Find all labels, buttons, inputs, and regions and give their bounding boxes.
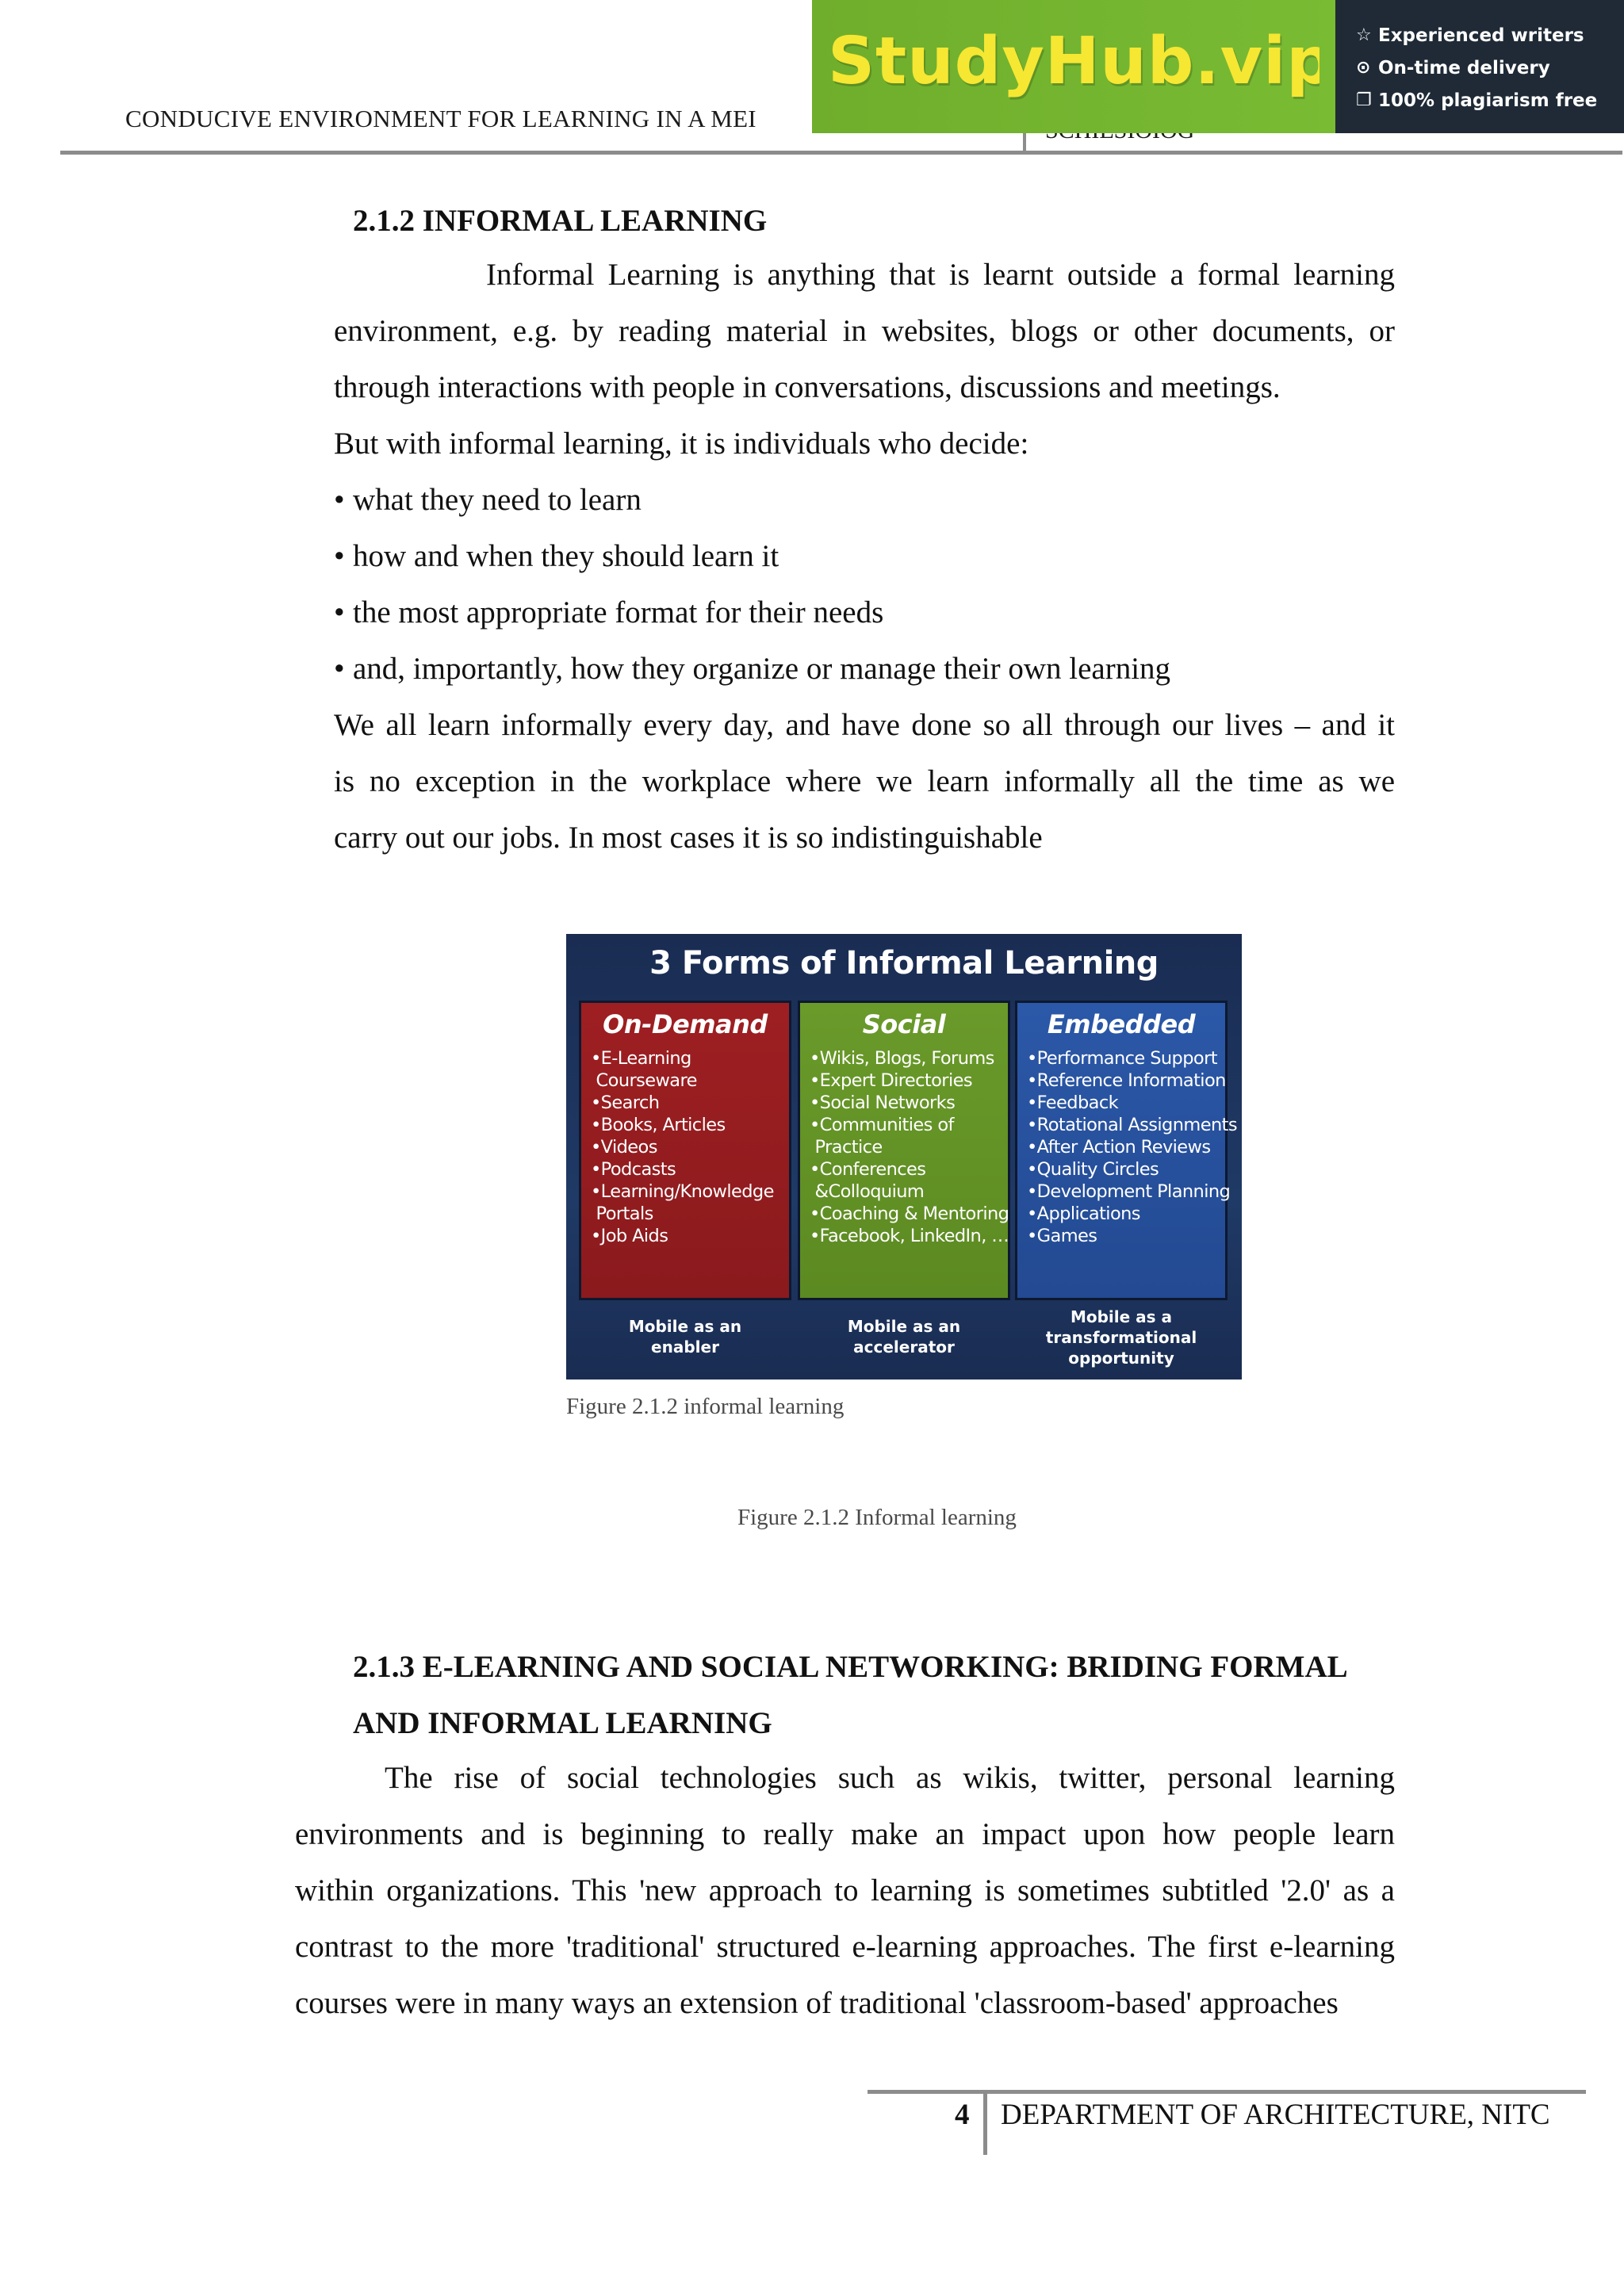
figure-footer-line: transformational xyxy=(1045,1328,1197,1347)
running-header-title: CONDUCIVE ENVIRONMENT FOR LEARNING IN A MEI xyxy=(125,105,756,132)
footer-rule xyxy=(868,2090,1586,2094)
figure-item: •E-Learning xyxy=(591,1048,691,1069)
figure-footer-embedded xyxy=(1015,1307,1228,1368)
figure-item: •Learning/Knowledge xyxy=(591,1181,774,1202)
figure-column-items xyxy=(581,1047,789,1247)
ad-logo-panel xyxy=(812,0,1335,133)
copy-icon: ❐ xyxy=(1356,90,1372,110)
bullet-glyph: • xyxy=(334,539,345,573)
bullet-text: the most appropriate format for their needs xyxy=(353,595,884,629)
figure-item: •Games xyxy=(1027,1226,1097,1246)
bullet-glyph: • xyxy=(334,652,345,686)
figure-item: &Colloquium xyxy=(810,1181,925,1202)
figure-item: •Job Aids xyxy=(591,1226,668,1246)
figure-caption-centered: Figure 2.1.2 Informal learning xyxy=(737,1505,1017,1530)
paragraph-line: We all learn informally every day, and have done so all through our lives – and it xyxy=(334,708,1395,742)
figure-column-items xyxy=(1017,1047,1237,1247)
clock-icon: ⊙ xyxy=(1356,58,1371,78)
figure-column-heading: Embedded xyxy=(1047,1009,1196,1039)
figure-footer-line: enabler xyxy=(651,1337,719,1357)
footer-department: DEPARTMENT OF ARCHITECTURE, NITC xyxy=(1001,2099,1550,2131)
bullet-glyph: • xyxy=(334,595,345,629)
paragraph-line: carry out our jobs. In most cases it is so indistinguishable xyxy=(334,821,1043,855)
page-number: 4 xyxy=(955,2099,970,2131)
bullet-text: how and when they should learn it xyxy=(353,539,779,573)
figure-column-on-demand xyxy=(579,1001,791,1300)
ad-feature-label: 100% plagiarism free xyxy=(1378,90,1598,111)
bullet-item xyxy=(334,537,779,576)
figure-item: •Quality Circles xyxy=(1027,1159,1159,1180)
section-heading-e-learning-cont: AND INFORMAL LEARNING xyxy=(353,1706,772,1740)
figure-caption-inline: Figure 2.1.2 informal learning xyxy=(566,1394,845,1419)
ad-feature-list xyxy=(1356,19,1597,117)
figure-item: •Conferences xyxy=(810,1159,926,1180)
figure-item: •Search xyxy=(591,1093,660,1113)
informal-learning-figure xyxy=(566,934,1242,1380)
figure-footer-line: Mobile as a xyxy=(1070,1307,1173,1326)
paragraph-line: within organizations. This 'new approach to learning is sometimes subtitled '2.0' as a xyxy=(295,1873,1395,1908)
figure-title: 3 Forms of Informal Learning xyxy=(649,945,1159,982)
header-rule xyxy=(60,151,1622,155)
figure-footer-line: Mobile as an xyxy=(847,1317,961,1336)
figure-footer-on-demand xyxy=(579,1316,791,1357)
figure-footer-line: Mobile as an xyxy=(628,1317,742,1336)
figure-column-social xyxy=(798,1001,1010,1300)
figure-item: •Feedback xyxy=(1027,1093,1119,1113)
footer-divider xyxy=(983,2093,987,2155)
figure-item: Portals xyxy=(591,1203,653,1224)
figure-item: •Facebook, LinkedIn, … xyxy=(810,1226,1009,1246)
bullet-glyph: • xyxy=(334,483,345,517)
figure-item: •Performance Support xyxy=(1027,1048,1217,1069)
figure-item: •Communities of xyxy=(810,1115,954,1135)
paragraph-line: is no exception in the workplace where we learn informally all the time as we xyxy=(334,764,1395,798)
figure-item: •Books, Articles xyxy=(591,1115,726,1135)
figure-footer-line: opportunity xyxy=(1068,1349,1174,1368)
paragraph-line: through interactions with people in conversations, discussions and meetings. xyxy=(334,370,1281,404)
figure-item: •Podcasts xyxy=(591,1159,676,1180)
ad-feature-plagiarism xyxy=(1356,84,1597,117)
figure-item: •Wikis, Blogs, Forums xyxy=(810,1048,994,1069)
bullet-text: what they need to learn xyxy=(353,483,642,517)
figure-item: Courseware xyxy=(591,1070,697,1091)
figure-item: •Expert Directories xyxy=(810,1070,972,1091)
figure-item: •Reference Information xyxy=(1027,1070,1226,1091)
figure-column-embedded xyxy=(1015,1001,1237,1300)
figure-footer-social xyxy=(798,1316,1010,1357)
figure-column-heading: On-Demand xyxy=(603,1009,768,1039)
paragraph-line: environment, e.g. by reading material in websites, blogs or other documents, or xyxy=(334,314,1395,348)
figure-column-items xyxy=(800,1047,1008,1247)
paragraph-line: But with informal learning, it is individuals who decide: xyxy=(334,427,1029,461)
ad-feature-label: On-time delivery xyxy=(1378,57,1550,78)
section-heading-e-learning: 2.1.3 E-LEARNING AND SOCIAL NETWORKING: BRIDING FORMAL xyxy=(353,1650,1348,1684)
star-icon: ☆ xyxy=(1356,25,1372,45)
figure-item: Practice xyxy=(810,1137,883,1158)
paragraph-line: contrast to the more 'traditional' structured e-learning approaches. The first e-learning xyxy=(295,1930,1395,1964)
paragraph-line: Informal Learning is anything that is learnt outside a formal learning xyxy=(486,258,1395,292)
figure-footer-line: accelerator xyxy=(853,1337,955,1357)
figure-item: •Rotational Assignments xyxy=(1027,1115,1237,1135)
ad-feature-delivery xyxy=(1356,52,1597,84)
bullet-item xyxy=(334,649,1170,689)
bullet-text: and, importantly, how they organize or manage their own learning xyxy=(353,652,1171,686)
figure-item: •Applications xyxy=(1027,1203,1140,1224)
figure-item: •Development Planning xyxy=(1027,1181,1231,1202)
studyhub-logo: StudyHub.vip xyxy=(828,24,1334,99)
studyhub-ad-banner[interactable] xyxy=(812,0,1624,133)
paragraph-line: courses were in many ways an extension of traditional 'classroom-based' approaches xyxy=(295,1986,1339,2020)
paragraph-line: environments and is beginning to really make an impact upon how people learn xyxy=(295,1817,1395,1851)
ad-feature-label: Experienced writers xyxy=(1378,25,1584,46)
figure-item: •After Action Reviews xyxy=(1027,1137,1211,1158)
figure-item: •Social Networks xyxy=(810,1093,956,1113)
figure-item: •Videos xyxy=(591,1137,657,1158)
bullet-item xyxy=(334,593,883,633)
ad-feature-experienced xyxy=(1356,19,1597,52)
bullet-item xyxy=(334,480,642,520)
section-heading-informal-learning: 2.1.2 INFORMAL LEARNING xyxy=(353,204,768,238)
paragraph-line: The rise of social technologies such as wikis, twitter, personal learning xyxy=(385,1761,1395,1795)
figure-column-heading: Social xyxy=(862,1009,946,1039)
figure-item: •Coaching & Mentoring xyxy=(810,1203,1009,1224)
